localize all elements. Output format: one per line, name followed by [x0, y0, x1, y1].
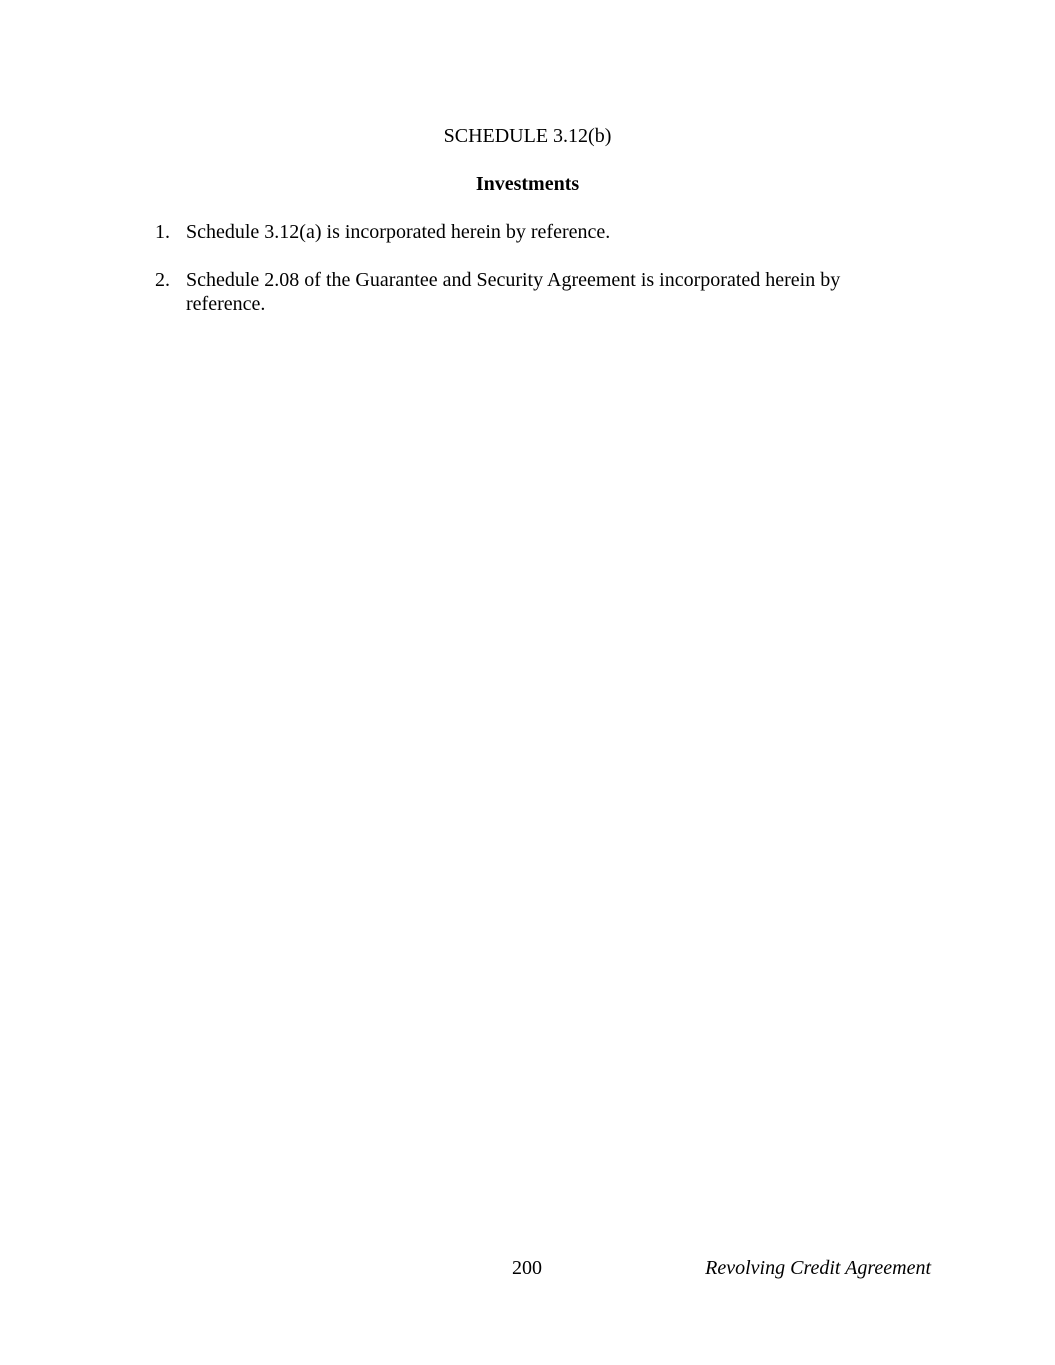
list-item-text: Schedule 2.08 of the Guarantee and Security Agreement is incorporated herein by reference.: [186, 269, 841, 315]
list-item: [155, 268, 885, 316]
page-number: 200: [512, 1257, 542, 1279]
list-item-number: 1.: [155, 221, 170, 243]
list-item-text: Schedule 3.12(a) is incorporated herein by reference.: [186, 221, 611, 243]
schedule-title: SCHEDULE 3.12(b): [443, 125, 612, 147]
footer-document-title: Revolving Credit Agreement: [705, 1257, 931, 1279]
list-item: [155, 220, 885, 244]
section-heading: Investments: [475, 173, 580, 195]
list-item-number: 2.: [155, 269, 170, 291]
